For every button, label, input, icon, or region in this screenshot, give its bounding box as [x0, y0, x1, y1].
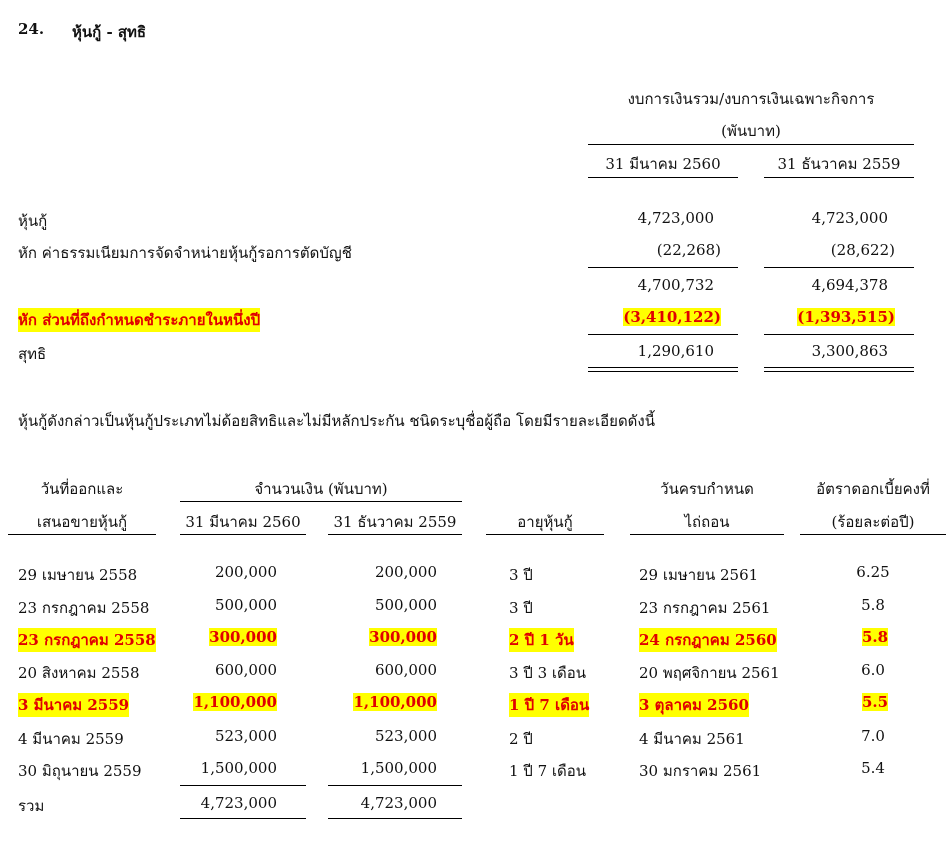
bond-row	[0, 727, 951, 749]
amount-col1-header: 31 มีนาคม 2560	[185, 513, 301, 531]
net-rule-1	[588, 334, 738, 335]
detail-subtotal-rule-1	[180, 785, 306, 786]
maturity-header-line1: วันครบกำหนด	[660, 480, 754, 498]
bond-row	[0, 661, 951, 683]
bond-row-highlighted	[0, 628, 951, 650]
summary-row	[0, 342, 951, 364]
subtotal-rule-1	[588, 267, 738, 268]
total-amount-2559: 4,723,000	[360, 794, 437, 812]
term-header: อายุหุ้นกู้	[517, 513, 573, 531]
bond-row-highlighted	[0, 693, 951, 715]
summary-row	[0, 241, 951, 263]
subtotal-rule-2	[764, 267, 914, 268]
row-value-2: 4,694,378	[811, 276, 888, 294]
issue-header-rule	[8, 534, 156, 535]
note-title: หุ้นกู้ - สุทธิ	[72, 23, 147, 41]
net-rule-2	[764, 334, 914, 335]
issue-date: 3 มีนาคม 2559	[18, 693, 129, 717]
detail-subtotal-rule-2	[328, 785, 462, 786]
interest-rate: 6.25	[856, 563, 890, 581]
row-value-2: 4,723,000	[811, 209, 888, 227]
interest-rate: 6.0	[861, 661, 885, 679]
amount-col2-rule	[328, 534, 462, 535]
row-value-1: 4,700,732	[637, 276, 714, 294]
summary-row-highlighted	[0, 308, 951, 330]
amount-2559: 1,500,000	[360, 759, 437, 777]
maturity-date: 3 ตุลาคม 2560	[639, 693, 749, 717]
row-value-1: (22,268)	[656, 241, 721, 259]
amount-2559: 1,100,000	[353, 693, 437, 711]
bond-row	[0, 759, 951, 781]
term-header-rule	[486, 534, 604, 535]
summary-row	[0, 276, 951, 298]
row-value-2: (28,622)	[830, 241, 895, 259]
interest-rate: 5.4	[861, 759, 885, 777]
row-value-1: 1,290,610	[637, 342, 714, 360]
issue-date: 29 เมษายน 2558	[18, 566, 138, 584]
detail-total-rule-2	[328, 818, 462, 819]
maturity-date: 23 กรกฎาคม 2561	[639, 599, 771, 617]
amount-2560: 200,000	[214, 563, 277, 581]
rate-header-line2: (ร้อยละต่อปี)	[831, 513, 915, 531]
interest-rate: 7.0	[861, 727, 885, 745]
amount-2559: 500,000	[374, 596, 437, 614]
row-value-1: (3,410,122)	[623, 308, 721, 326]
unit-heading: (พันบาท)	[721, 122, 781, 140]
maturity-date: 20 พฤศจิกายน 2561	[639, 664, 780, 682]
issue-date: 23 กรกฎาคม 2558	[18, 628, 156, 652]
maturity-header-rule	[630, 534, 784, 535]
column-rule-2	[764, 177, 914, 178]
bond-term: 3 ปี 3 เดือน	[509, 664, 587, 682]
amount-header: จำนวนเงิน (พันบาท)	[254, 480, 388, 498]
total-amount-2560: 4,723,000	[200, 794, 277, 812]
issue-date: 4 มีนาคม 2559	[18, 730, 124, 748]
column-rule-1	[588, 177, 738, 178]
amount-2560: 600,000	[214, 661, 277, 679]
amount-2560: 300,000	[209, 628, 277, 646]
column-header-1: 31 มีนาคม 2560	[605, 155, 721, 173]
amount-2560: 523,000	[214, 727, 277, 745]
maturity-date: 24 กรกฎาคม 2560	[639, 628, 777, 652]
interest-rate: 5.8	[862, 628, 889, 646]
bond-term: 1 ปี 7 เดือน	[509, 762, 587, 780]
total-double-rule-1	[588, 367, 738, 372]
maturity-date: 4 มีนาคม 2561	[639, 730, 745, 748]
amount-2559: 300,000	[369, 628, 437, 646]
issue-date: 23 กรกฎาคม 2558	[18, 599, 150, 617]
maturity-date: 29 เมษายน 2561	[639, 566, 759, 584]
rate-header-rule	[800, 534, 946, 535]
amount-2559: 523,000	[374, 727, 437, 745]
row-label: หัก ค่าธรรมเนียมการจัดจำหน่ายหุ้นกู้รอการตัดบัญชี	[18, 244, 352, 262]
amount-2560: 500,000	[214, 596, 277, 614]
bond-term: 2 ปี	[509, 730, 533, 748]
amount-2559: 600,000	[374, 661, 437, 679]
interest-rate: 5.8	[861, 596, 885, 614]
total-double-rule-2	[764, 367, 914, 372]
issue-header-line2: เสนอขายหุ้นกู้	[36, 513, 128, 531]
amount-col2-header: 31 ธันวาคม 2559	[333, 513, 457, 531]
total-label: รวม	[18, 797, 45, 815]
maturity-date: 30 มกราคม 2561	[639, 762, 762, 780]
header-rule	[588, 144, 914, 145]
detail-total-rule-1	[180, 818, 306, 819]
description-text: หุ้นกู้ดังกล่าวเป็นหุ้นกู้ประเภทไม่ด้อยสิทธิและไม่มีหลักประกัน ชนิดระบุชื่อผู้ถือ โดยมีรายละเอียดดังนี้	[18, 412, 656, 430]
bond-term: 3 ปี	[509, 566, 533, 584]
row-value-2: 3,300,863	[811, 342, 888, 360]
interest-rate: 5.5	[862, 693, 889, 711]
bond-row	[0, 563, 951, 585]
row-value-1: 4,723,000	[637, 209, 714, 227]
row-label: สุทธิ	[18, 345, 47, 363]
note-number: 24.	[18, 20, 45, 38]
amount-2560: 1,100,000	[193, 693, 277, 711]
amount-2560: 1,500,000	[200, 759, 277, 777]
amount-2559: 200,000	[374, 563, 437, 581]
maturity-header-line2: ไถ่ถอน	[684, 513, 730, 531]
amount-header-rule	[180, 501, 462, 502]
bond-row	[0, 596, 951, 618]
summary-row	[0, 209, 951, 231]
issue-date: 30 มิถุนายน 2559	[18, 762, 142, 780]
row-label: หุ้นกู้	[18, 212, 48, 230]
issue-header-line1: วันที่ออกและ	[40, 480, 124, 498]
bond-term: 3 ปี	[509, 599, 533, 617]
row-label: หัก ส่วนที่ถึงกำหนดชำระภายในหนึ่งปี	[18, 308, 260, 332]
statement-heading: งบการเงินรวม/งบการเงินเฉพาะกิจการ	[627, 90, 875, 108]
bond-term: 1 ปี 7 เดือน	[509, 693, 589, 717]
column-header-2: 31 ธันวาคม 2559	[777, 155, 901, 173]
row-value-2: (1,393,515)	[797, 308, 895, 326]
amount-col1-rule	[180, 534, 306, 535]
issue-date: 20 สิงหาคม 2558	[18, 664, 140, 682]
rate-header-line1: อัตราดอกเบี้ยคงที่	[816, 480, 930, 498]
bond-term: 2 ปี 1 วัน	[509, 628, 574, 652]
detail-total-row	[0, 794, 951, 816]
